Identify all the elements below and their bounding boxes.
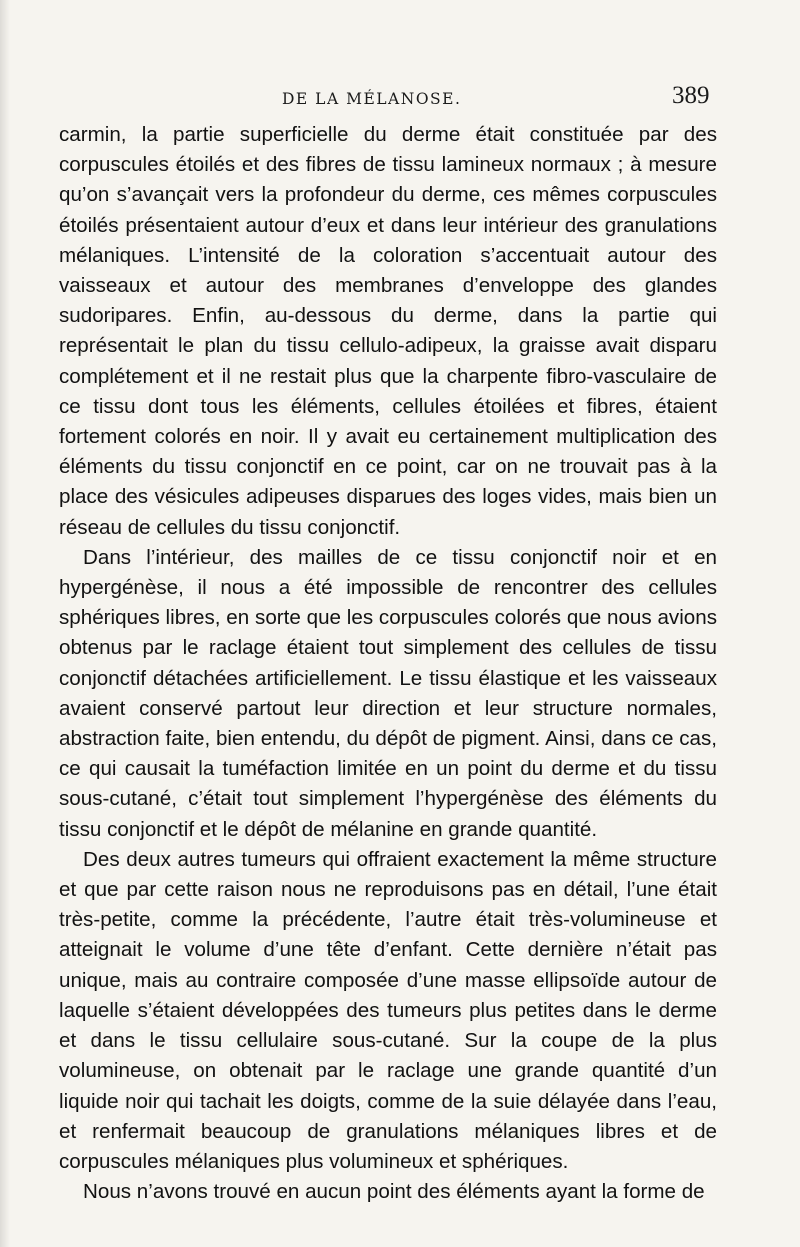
paragraph-4: Nous n’avons trouvé en aucun point des éléments ayant la forme de: [83, 1180, 705, 1204]
paragraph-1: carmin, la partie superficielle du derme était constituée par des corpuscules étoilés et des fibres de tissu lamineux normaux ; à mesure qu’on s’avançait vers la profondeur du derme, ces mêmes corpuscules étoilés présentaient autour d’eux et dans leur intérieur des granulations mélaniques. L’intensité de la coloration s’accentuait autour des vaisseaux et autour des membranes d’enveloppe des glandes sudoripares. Enfin, au-dessous du derme, dans la partie qui représentait le plan du tissu cellulo-adipeux, la graisse avait disparu complétement et il ne restait plus que la charpente fibro-vasculaire de ce tissu dont tous les éléments, cellules étoilées et fibres, étaient fortement colorés en noir. Il y avait eu certainement multiplication des éléments du tissu conjonctif en ce point, car on ne trouvait pas à la place des vésicules adipeuses disparues des loges vides, mais bien un réseau de cellules du tissu conjonctif.: [59, 123, 717, 539]
paragraph-2: Dans l’intérieur, des mailles de ce tissu conjonctif noir et en hypergénèse, il nous a été impossible de rencontrer des cellules sphériques libres, en sorte que les corpuscules colorés que nous avions obtenus par le raclage étaient tout simplement des cellules de tissu conjonctif détachées artificiellement. Le tissu élastique et les vaisseaux avaient conservé partout leur direction et leur structure normales, abstraction faite, bien entendu, du dépôt de pigment. Ainsi, dans ce cas, ce qui causait la tuméfaction limitée en un point du derme et du tissu sous-cutané, c’était tout simplement l’hypergénèse des éléments du tissu conjonctif et le dépôt de mélanine en grande quantité.: [59, 545, 717, 841]
paragraph-3: Des deux autres tumeurs qui offraient exactement la même structure et que par cette raison nous ne reproduisons pas en détail, l’une était très-petite, comme la précédente, l’autre était très-volumineuse et atteignait le volume d’une tête d’enfant. Cette dernière n’était pas unique, mais au contraire composée d’une masse ellipsoïde autour de laquelle s’étaient développées des tumeurs plus petites dans le derme et dans le tissu cellulaire sous-cutané. Sur la coupe de la plus volumineuse, on obtenait par le raclage une grande quantité d’un liquide noir qui tachait les doigts, comme de la suie délayée dans l’eau, et renfermait beaucoup de granulations mélaniques libres et de corpuscules mélaniques plus volumineux et sphériques.: [59, 847, 717, 1173]
page-header: [0, 82, 800, 112]
body-text: [59, 120, 717, 1207]
page-edge-shadow: [0, 0, 10, 1247]
page-number: 389: [672, 82, 710, 109]
running-title: DE LA MÉLANOSE.: [282, 90, 462, 108]
